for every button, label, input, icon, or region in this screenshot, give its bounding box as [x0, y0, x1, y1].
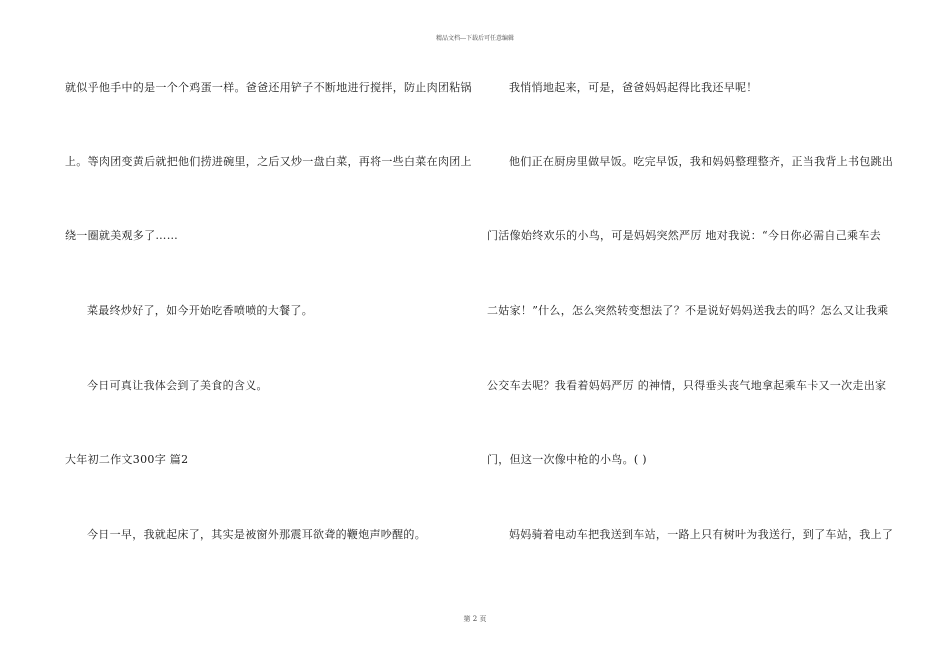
section-heading: 大年初二作文300字 篇2 [65, 453, 189, 466]
paragraph-line: 他们正在厨房里做早饭。吃完早饭，我和妈妈整理整齐，正当我背上书包跳出 [509, 155, 894, 168]
paragraph-line: 二姑家！”什么，怎么突然转变想法了？不是说好妈妈送我去的吗？怎么又让我乘 [487, 304, 889, 317]
paragraph-line: 门活像始终欢乐的小鸟，可是妈妈突然严厉 地对我说：“今日你必需自己乘车去 [487, 229, 881, 242]
paragraph-line: 门，但这一次像中枪的小鸟。( ) [487, 453, 647, 466]
page-number: 第 2 页 [463, 615, 487, 623]
paragraph-line: 公交车去呢？我看着妈妈严厉 的神情，只得垂头丧气地拿起乘车卡又一次走出家 [487, 379, 887, 392]
paragraph-line: 菜最终炒好了，如今开始吃香喷喷的大餐了。 [87, 304, 313, 317]
paragraph-line: 我悄悄地起来，可是，爸爸妈妈起得比我还早呢！ [509, 81, 758, 94]
paragraph-line: 绕一圈就美观多了…… [65, 229, 178, 242]
paragraph-line: 就似乎他手中的是一个个鸡蛋一样。爸爸还用铲子不断地进行搅拌，防止肉团粘锅 [65, 81, 472, 94]
paragraph-line: 上。等肉团变黄后就把他们捞进碗里，之后又炒一盘白菜，再将一些白菜在肉团上 [65, 155, 472, 168]
paragraph-line: 今日一早，我就起床了，其实是被窗外那震耳欲聋的鞭炮声吵醒的。 [87, 528, 426, 541]
page-header: 精品文档---下载后可任意编辑 [435, 35, 515, 42]
paragraph-line: 妈妈骑着电动车把我送到车站，一路上只有树叶为我送行，到了车站，我上了 [509, 528, 894, 541]
paragraph-line: 今日可真让我体会到了美食的含义。 [87, 379, 268, 392]
